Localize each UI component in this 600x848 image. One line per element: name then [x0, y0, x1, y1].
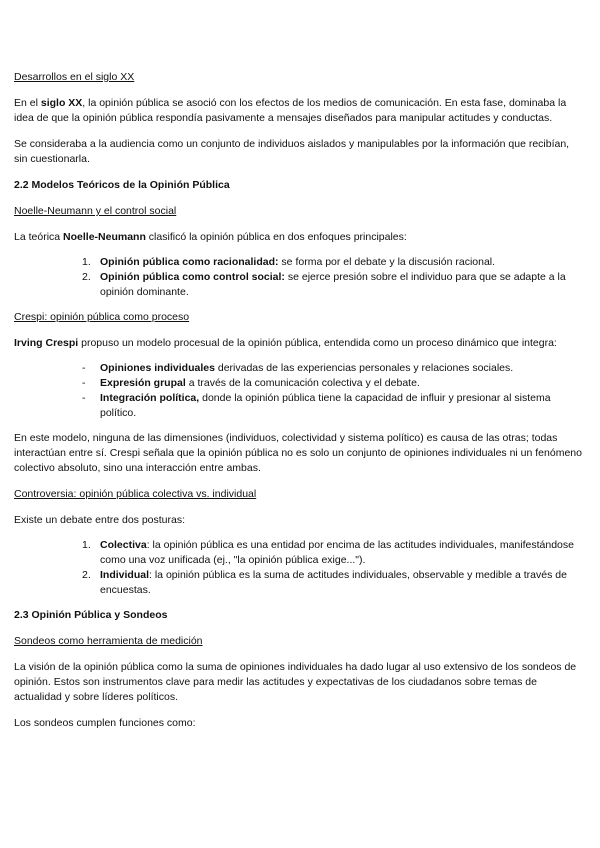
paragraph-crespi-modelo: En este modelo, ninguna de las dimensiones (individuos, colectividad y sistema político) es causa de las otras; todas interactúan entre sí. Crespi señala que la opinión pública no es solo un conjunto de opiniones individuales ni un fenómeno colectivo absoluto, sino una interacción entre ambas.: [14, 432, 582, 474]
text: , la opinión pública se asoció con los efectos de los medios de comunicación. En esta fase, dominaba la idea de que la opinión pública respondía pasivamente a mensajes diseñados para manipular actitudes y conductas.: [14, 97, 567, 124]
list-item: [82, 538, 584, 568]
list-marker: 2.: [82, 569, 91, 581]
bold-text: Noelle-Neumann: [63, 231, 146, 243]
list-item: [82, 391, 584, 421]
list-marker: 2.: [82, 271, 91, 283]
text: : la opinión pública es una entidad por encima de las actitudes individuales, manifestándose como una voz unificada (ej., "la opinión pública exige...").: [100, 539, 574, 566]
paragraph-sondeos: La visión de la opinión pública como la suma de opiniones individuales ha dado lugar al uso extensivo de los sondeos de opinión. Estos son instrumentos clave para medir las actitudes y expectativas de los ciudadanos sobre temas de actualidad y sobre líderes políticos.: [14, 661, 577, 703]
bold-text: siglo XX: [40, 97, 83, 109]
list-item: [82, 255, 584, 270]
bold-text: Expresión grupal: [100, 377, 186, 389]
paragraph-noelle: [14, 230, 584, 245]
section-title-2-3: 2.3 Opinión Pública y Sondeos: [14, 609, 168, 621]
list-marker: -: [82, 377, 86, 389]
list-marker: 1.: [82, 256, 91, 268]
heading-crespi: Crespi: opinión pública como proceso: [14, 311, 190, 323]
bold-text: Opiniones individuales: [100, 362, 215, 374]
bold-text: Integración política,: [100, 392, 200, 404]
text: a través de la comunicación colectiva y el debate.: [185, 377, 420, 389]
bold-text: Irving Crespi: [14, 337, 79, 349]
paragraph-crespi: [14, 336, 584, 351]
text: se forma por el debate y la discusión racional.: [278, 256, 496, 268]
text: En el: [14, 97, 41, 109]
crespi-list: [82, 361, 584, 421]
text: propuso un modelo procesual de la opinión pública, entendida como un proceso dinámico que integra:: [78, 337, 557, 349]
list-item: [82, 376, 584, 391]
paragraph-controversia: Existe un debate entre dos posturas:: [14, 514, 186, 526]
paragraph-siglo-xx: [14, 96, 584, 126]
text: derivadas de las experiencias personales y relaciones sociales.: [214, 362, 514, 374]
list-item: [82, 568, 584, 598]
list-marker: 1.: [82, 539, 91, 551]
section-title-2-2: 2.2 Modelos Teóricos de la Opinión Pública: [14, 179, 230, 191]
text: La teórica: [14, 231, 64, 243]
text: donde la opinión pública tiene la capacidad de influir y presionar al sistema político.: [100, 392, 551, 419]
list-marker: -: [82, 392, 86, 404]
text: se ejerce presión sobre el individuo para que se adapte a la opinión dominante.: [100, 271, 566, 298]
list-marker: -: [82, 362, 86, 374]
text: : la opinión pública es la suma de actitudes individuales, observable y medible a través de encuestas.: [100, 569, 567, 596]
text: clasificó la opinión pública en dos enfoques principales:: [145, 231, 407, 243]
controversia-list: [82, 538, 584, 598]
document-page: [14, 70, 584, 731]
list-item: [82, 270, 584, 300]
heading-noelle-neumann: Noelle-Neumann y el control social: [14, 205, 177, 217]
heading-controversia: Controversia: opinión pública colectiva vs. individual: [14, 488, 257, 500]
heading-siglo-xx: Desarrollos en el siglo XX: [14, 71, 135, 83]
bold-text: Opinión pública como control social:: [100, 271, 285, 283]
heading-sondeos: Sondeos como herramienta de medición: [14, 635, 203, 647]
bold-text: Colectiva: [100, 539, 147, 551]
list-item: [82, 361, 584, 376]
paragraph-funciones: Los sondeos cumplen funciones como:: [14, 717, 196, 729]
paragraph-audiencia: Se consideraba a la audiencia como un conjunto de individuos aislados y manipulables por la información que recibían, sin cuestionarla.: [14, 138, 570, 165]
bold-text: Individual: [100, 569, 150, 581]
bold-text: Opinión pública como racionalidad:: [100, 256, 279, 268]
noelle-list: [82, 255, 584, 300]
